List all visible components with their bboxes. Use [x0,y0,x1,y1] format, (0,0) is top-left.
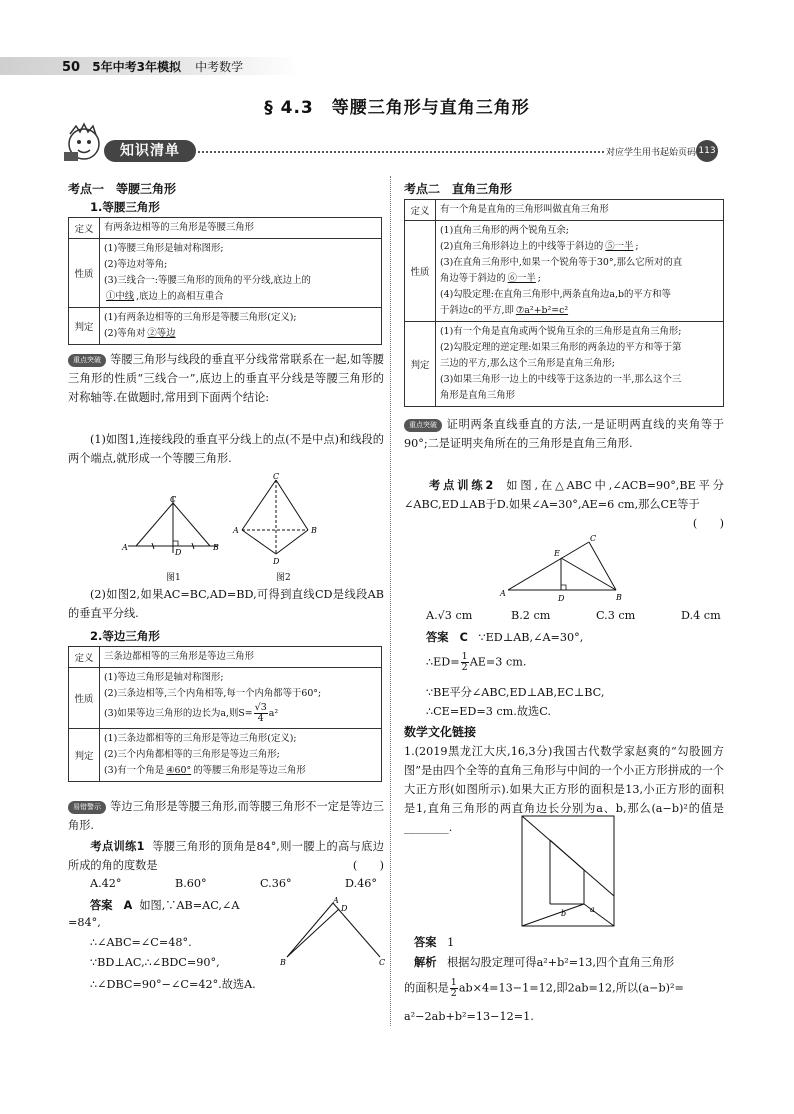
option: C.3 cm [596,609,636,622]
section-title: § 4.3 等腰三角形与直角三角形 [264,98,530,118]
paragraph-text: (1)如图1,连接线段的垂直平分线上的点(不是中点)和线段的两个端点,就形成一个等腰三角形. [68,433,384,465]
table-text: 的等腰三角形是等边三角形 [193,765,306,776]
knowledge-list-banner: 知识清单 [104,140,196,162]
answer-line: =84°, [68,916,101,929]
denominator: 2 [450,988,457,999]
figure-3 [275,895,390,970]
exercise-1-answer [90,897,239,913]
table-cell [104,326,377,342]
option: B.2 cm [511,609,551,622]
point-label: D [273,557,280,566]
table-cell: (3)三线合一:等腰三角形的顶角的平分线,底边上的 [104,275,311,286]
table-cell [440,239,719,255]
answer-text: 1 [447,936,455,949]
table-cell: (1)等边三角形是轴对称图形; [104,672,224,683]
denominator: 4 [257,713,264,724]
figure-4 [498,532,623,604]
table-label: 定义 [69,647,100,668]
answer-text: ∴ED= [426,655,460,669]
solution-text: 根据勾股定理可得a²+b²=13,四个直角三角形 [447,956,675,969]
table-cell: (3)如果三角形一边上的中线等于这条边的一半,那么这个三 [440,374,682,385]
table-row [405,221,724,322]
table-row [69,308,382,345]
answer-line [426,652,526,673]
fraction [450,978,458,999]
table-label: 性质 [69,668,100,729]
answer-bracket: ( ) [692,517,724,530]
exercise-2-options [426,609,766,622]
isosceles-subheading: 1.等腰三角形 [90,200,160,214]
answer-blank: ⑦a²+b²=c² [515,305,569,316]
table-label: 性质 [405,221,436,322]
table-label: 判定 [69,308,100,345]
fraction [254,703,268,724]
page-number: 50 [62,60,81,75]
point-label: D [558,594,565,603]
solution-line [404,978,684,999]
answer-line: ∵BE平分∠ABC,ED⊥AB,EC⊥BC, [426,686,605,699]
option: D.46° [345,877,377,890]
key-point-paragraph-2 [404,415,724,453]
key-point-paragraph [68,350,384,407]
equilateral-table [68,646,382,782]
exercise-text: 如图,在△ABC中,∠ACB=90°,BE平分∠ABC,ED⊥AB于D.如果∠A=30°,AE=6 cm,那么CE等于 [404,479,724,511]
table-cell: (1)直角三角形的两个锐角互余; [440,225,569,236]
side-label: a [590,905,595,914]
series-name: 5年中考3年模拟 [92,60,181,74]
table-row [69,729,382,782]
kp2-heading: 考点二 直角三角形 [404,182,513,196]
table-cell: (2)三个内角都相等的三角形是等边三角形; [104,749,280,760]
table-cell: 角形是直角三角形 [440,390,516,401]
paragraph-text: 证明两条直线垂直的方法,一是证明两直线的夹角等于90°;二是证明夹角所在的三角形是直角三角形. [404,418,724,450]
table-row [69,218,382,239]
question-text: 1.(2019黑龙江大庆,16,3分)我国古代数学家赵爽的“勾股圆方图”是由四个全等的直角三角形与中间的一个小正方形拼成的一个大正方形(如图所示).如果大正方形的面积是13,小正方形的面积是1,直角三角形的两直角边长分别为a、b,那么(a−b)²的值是 [404,745,724,815]
exercise-1 [68,837,384,875]
running-header [62,58,243,75]
paragraph-text: 等边三角形是等腰三角形,而等腰三角形不一定是等边三角形. [68,800,384,832]
point-label: C [590,534,597,543]
table-row [405,200,724,221]
conclusion-1 [68,430,384,468]
numerator: 1 [450,977,457,988]
point-label: A [233,526,239,535]
table-text: ; [537,273,541,284]
banner-page-ref: 113 [696,140,718,162]
exercise-2-answer [426,629,583,645]
answer-text: ∵ED⊥AB,∠A=30°, [478,631,584,644]
option: C.36° [260,877,292,890]
option: B.60° [175,877,207,890]
answer-label: 答案 A [90,899,133,912]
answer-line: ∴CE=ED=3 cm.故选C. [426,705,551,718]
answer-blank: ①中线 [106,291,135,302]
answer-label: 答案 [414,936,437,949]
table-label: 定义 [69,218,100,239]
key-point-tag: 重点突破 [68,354,106,367]
point-label: D [341,904,348,913]
table-cell: (1)三条边都相等的三角形是等边三角形(定义); [104,733,297,744]
answer-blank: ________. [404,821,453,834]
point-label: B [311,526,317,535]
table-text: (2)直角三角形斜边上的中线等于斜边的 [440,241,604,252]
table-cell: 有两条边相等的三角形是等腰三角形 [104,222,255,233]
table-row [69,647,382,668]
exercise-label: 考点训练1 [90,840,145,853]
table-row [69,668,382,729]
table-cell: (3)在直角三角形中,如果一个锐角等于30°,那么它所对的直 [440,257,683,268]
point-label: C [379,958,386,967]
figure-2-caption: 图2 [276,573,291,583]
point-label: C [170,495,177,504]
point-label: B [213,543,219,552]
solution-line [414,954,674,970]
table-text: 角边等于斜边的 [440,273,506,284]
point-label: C [273,472,280,481]
table-text: ,底边上的高相互重合 [136,291,224,302]
table-cell [440,303,719,319]
figure-5 [518,812,618,930]
point-label: A [333,896,339,905]
exercise-text: 等腰三角形的顶角是84°,则一腰上的高与底边所成的角的度数是 [68,840,384,872]
table-cell: (2)勾股定理的逆定理:如果三角形的两条边的平方和等于第 [440,342,682,353]
column-divider [390,176,391,1026]
question-answer [414,934,454,950]
culture-heading: 数学文化链接 [404,725,477,739]
error-warning-tag: 易错警示 [68,801,106,814]
point-label: B [616,593,622,602]
exercise-1-options [90,877,430,890]
conclusion-2 [68,585,384,623]
option: A.42° [90,877,122,890]
answer-label: 答案 C [426,631,468,644]
solution-text: 的面积是 [404,981,449,995]
figure-1 [118,478,228,558]
banner-divider [198,151,604,153]
table-cell [440,271,719,287]
table-text: (2)等角对 [104,328,146,339]
table-cell: 三边的平方,那么这个三角形是直角三角形; [440,358,615,369]
table-cell [104,289,377,305]
figure-1-caption: 图1 [166,573,181,583]
answer-blank: ⑥一半 [507,273,536,284]
point-label: A [500,589,506,598]
table-cell: (1)有两条边相等的三角形是等腰三角形(定义); [104,312,297,323]
answer-blank: ④60° [166,765,192,776]
point-label: E [554,549,560,558]
table-cell [104,763,377,779]
subject-name: 中考数学 [195,60,244,74]
point-label: D [175,548,182,557]
error-warning-paragraph [68,797,384,835]
paragraph-text: 等腰三角形与线段的垂直平分线常常联系在一起,如等腰三角形的性质“三线合一”,底边上的垂直平分线是等腰三角形的对称轴等.在做题时,常用到下面两个结论: [68,353,384,404]
denominator: 2 [461,662,468,673]
exercise-2 [404,476,724,533]
point-label: A [122,543,128,552]
answer-line: ∵BD⊥AC,∴∠BDC=90°, [90,956,220,969]
point-label: B [280,958,286,967]
table-label: 性质 [69,239,100,308]
isosceles-table [68,217,382,345]
table-cell: (2)等边对等角; [104,259,168,270]
answer-blank: ⑤一半 [605,241,634,252]
equilateral-subheading: 2.等边三角形 [90,629,160,643]
table-cell: 有一个角是直角的三角形叫做直角三角形 [440,204,609,215]
paragraph-text: (2)如图2,如果AC=BC,AD=BD,可得到直线CD是线段AB的垂直平分线. [68,588,384,620]
mascot-icon [60,120,104,164]
table-label: 定义 [405,200,436,221]
solution-line: a²−2ab+b²=13−12=1. [404,1010,534,1023]
option: A.√3 cm [426,609,473,622]
table-row [69,239,382,308]
option: D.4 cm [681,609,721,622]
table-text: (3)有一个角是 [104,765,165,776]
table-label: 判定 [405,322,436,407]
right-triangle-table [404,199,724,407]
answer-text: 如图,∵AB=AC,∠A [139,899,240,912]
numerator: √3 [254,702,267,713]
answer-text: AE=3 cm. [469,655,527,669]
table-cell: (4)勾股定理:在直角三角形中,两条直角边a,b的平方和等 [440,289,671,300]
table-text: ; [635,241,639,252]
table-cell: 三条边都相等的三角形是等边三角形 [104,651,255,662]
answer-bracket: ( ) [352,859,384,872]
kp1-heading: 考点一 等腰三角形 [68,182,177,196]
answer-blank: ②等边 [147,328,176,339]
figure-2 [228,470,318,566]
table-label: 判定 [69,729,100,782]
table-cell: (1)有一个角是直角或两个锐角互余的三角形是直角三角形; [440,326,682,337]
key-point-tag: 重点突破 [404,419,442,432]
table-row [405,322,724,407]
table-text: (3)如果等边三角形的边长为a,则S= [104,708,253,719]
side-label: b [561,909,567,918]
banner-page-ref-label: 对应学生用书起始页码 [606,148,697,158]
solution-label: 解析 [414,956,437,969]
exercise-label: 考点训练2 [426,479,494,492]
table-cell: (1)等腰三角形是轴对称图形; [104,243,224,254]
table-text: a² [268,708,279,719]
table-cell: (2)三条边相等,三个内角相等,每一个内角都等于60°; [104,688,322,699]
numerator: 1 [461,651,468,662]
solution-text: ab×4=13−1=12,即2ab=12,所以(a−b)²= [458,981,684,995]
table-cell [104,702,377,726]
fraction [461,652,469,673]
answer-line: ∴∠DBC=90°−∠C=42°.故选A. [90,978,256,991]
answer-line: ∴∠ABC=∠C=48°. [90,936,192,949]
table-text: 于斜边c的平方,即 [440,305,514,316]
